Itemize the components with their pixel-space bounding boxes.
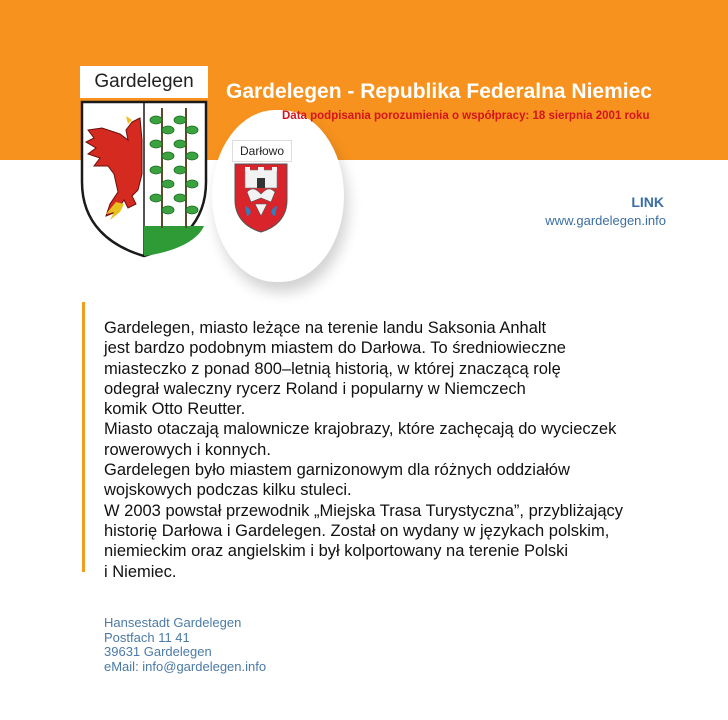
- accent-divider: [82, 302, 85, 572]
- badge-name-label: Darłowo: [232, 140, 292, 162]
- link-heading: LINK: [631, 194, 664, 210]
- text-line: niemieckim oraz angielskim i był kolportowany na terenie Polski: [104, 542, 569, 561]
- text-line: komik Otto Reutter.: [104, 400, 246, 419]
- text-line: historię Darłowa i Gardelegen. Został on wydany w językach polskim,: [104, 521, 610, 540]
- text-line: Gardelegen było miastem garnizonowym dla różnych oddziałów: [104, 461, 570, 480]
- address-line: Postfach 11 41: [104, 629, 190, 645]
- address-line: Hansestadt Gardelegen: [104, 615, 242, 630]
- text-line: wojskowych podczas kilku stuleci.: [104, 481, 352, 500]
- page-subtitle: Data podpisania porozumienia o współpracy: 18 sierpnia 2001 roku: [282, 110, 650, 122]
- darlowo-coat-of-arms-icon: [233, 162, 289, 234]
- contact-address: [104, 616, 266, 674]
- page-title: Gardelegen - Republika Federalna Niemiec: [226, 80, 652, 103]
- text-line: Gardelegen, miasto leżące na terenie landu Saksonia Anhalt: [104, 319, 547, 337]
- description-text: [104, 318, 714, 582]
- text-line: i Niemiec.: [104, 562, 177, 581]
- text-line: Miasto otaczają malownicze krajobrazy, które zachęcają do wycieczek: [104, 420, 617, 439]
- address-email[interactable]: eMail: info@gardelegen.info: [104, 658, 267, 674]
- gardelegen-coat-of-arms-icon: [80, 100, 208, 258]
- website-link[interactable]: www.gardelegen.info: [545, 213, 666, 228]
- address-line: 39631 Gardelegen: [104, 644, 212, 660]
- text-line: rowerowych i konnych.: [104, 440, 271, 459]
- text-line: W 2003 powstał przewodnik „Miejska Trasa Turystyczna”, przybliżający: [104, 501, 624, 520]
- gardelegen-coat: [80, 66, 208, 258]
- text-line: jest bardzo podobnym miastem do Darłowa. To średniowieczne: [104, 339, 566, 358]
- text-line: odegrał waleczny rycerz Roland i popularny w Niemczech: [104, 379, 526, 398]
- text-line: miasteczko z ponad 800–letnią historią, w której znaczącą rolę: [104, 359, 561, 378]
- coat-name-label: Gardelegen: [80, 66, 208, 98]
